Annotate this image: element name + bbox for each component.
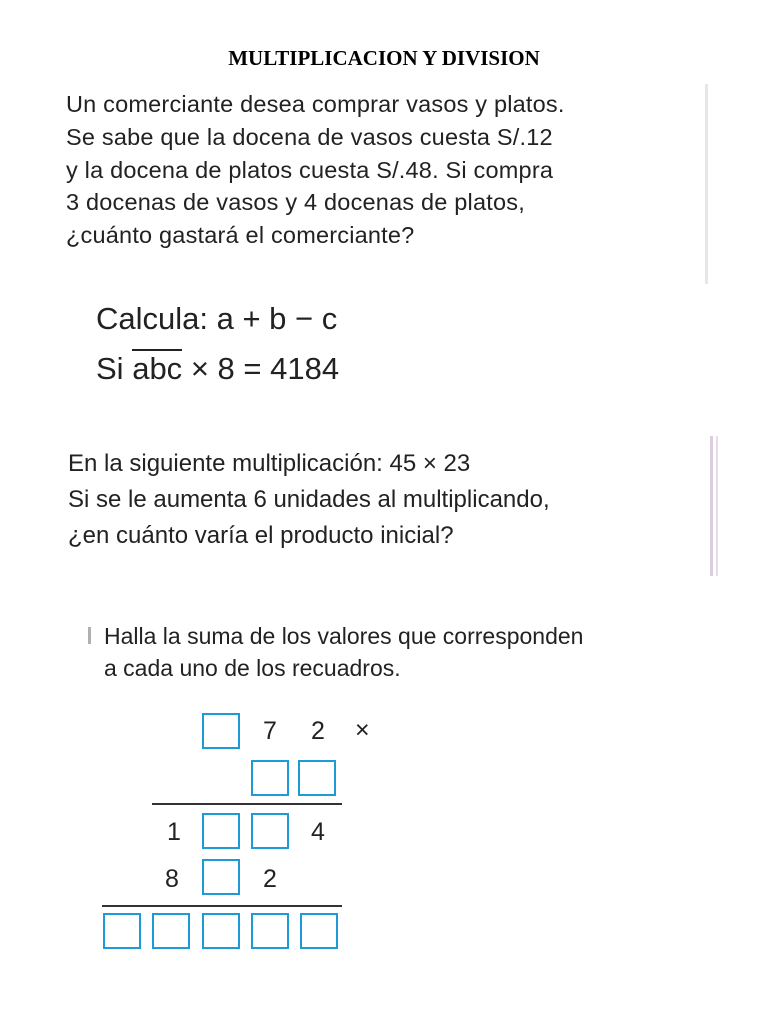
answer-box[interactable] <box>202 859 240 895</box>
problem-1-line: y la docena de platos cuesta S/.48. Si compra <box>66 156 554 183</box>
problem-3-line: ¿en cuánto varía el producto inicial? <box>68 522 454 549</box>
scan-edge <box>710 436 713 576</box>
problem-2-text <box>96 294 339 394</box>
sum-line <box>152 803 342 805</box>
problem-3-text <box>68 446 704 554</box>
digit: 1 <box>167 818 181 846</box>
digit: 7 <box>263 717 277 745</box>
page-title: MULTIPLICACION Y DIVISION <box>228 46 540 70</box>
answer-box[interactable] <box>202 913 240 949</box>
answer-box[interactable] <box>103 913 141 949</box>
sum-line <box>102 905 342 907</box>
scan-edge <box>88 627 91 644</box>
answer-box[interactable] <box>152 913 190 949</box>
problem-1-line: Se sabe que la docena de vasos cuesta S/.12 <box>66 123 553 150</box>
digit: 8 <box>165 865 179 893</box>
problem-4-line: a cada uno de los recuadros. <box>104 655 401 681</box>
answer-box[interactable] <box>202 713 240 749</box>
problem-3-line: En la siguiente multiplicación: 45 × 23 <box>68 450 471 477</box>
digit: 2 <box>263 865 277 893</box>
times-sign: × <box>355 716 370 744</box>
problem-2-line: Calcula: a + b − c <box>96 301 338 336</box>
answer-box[interactable] <box>202 813 240 849</box>
digit: 4 <box>311 818 325 846</box>
problem-4-line: Halla la suma de los valores que corresponden <box>104 623 584 649</box>
problem-2-equation <box>96 344 339 394</box>
scan-edge <box>705 84 708 284</box>
answer-box[interactable] <box>298 760 336 796</box>
problem-1-line: ¿cuánto gastará el comerciante? <box>66 222 415 249</box>
problem-1-line: Un comerciante desea comprar vasos y platos. <box>66 91 565 117</box>
scan-edge <box>716 436 718 576</box>
answer-box[interactable] <box>251 760 289 796</box>
answer-box[interactable] <box>251 913 289 949</box>
problem-1-line: 3 docenas de vasos y 4 docenas de platos, <box>66 189 525 216</box>
problem-1-text <box>66 88 702 252</box>
problem-3-line: Si se le aumenta 6 unidades al multiplicando, <box>68 486 550 513</box>
digit: 2 <box>311 717 325 745</box>
abc-overlined: abc <box>132 351 183 386</box>
answer-box[interactable] <box>251 813 289 849</box>
answer-box[interactable] <box>300 913 338 949</box>
equation-rest: × 8 = 4184 <box>190 351 340 386</box>
si-label: Si <box>96 351 124 386</box>
problem-4-text <box>104 620 583 684</box>
